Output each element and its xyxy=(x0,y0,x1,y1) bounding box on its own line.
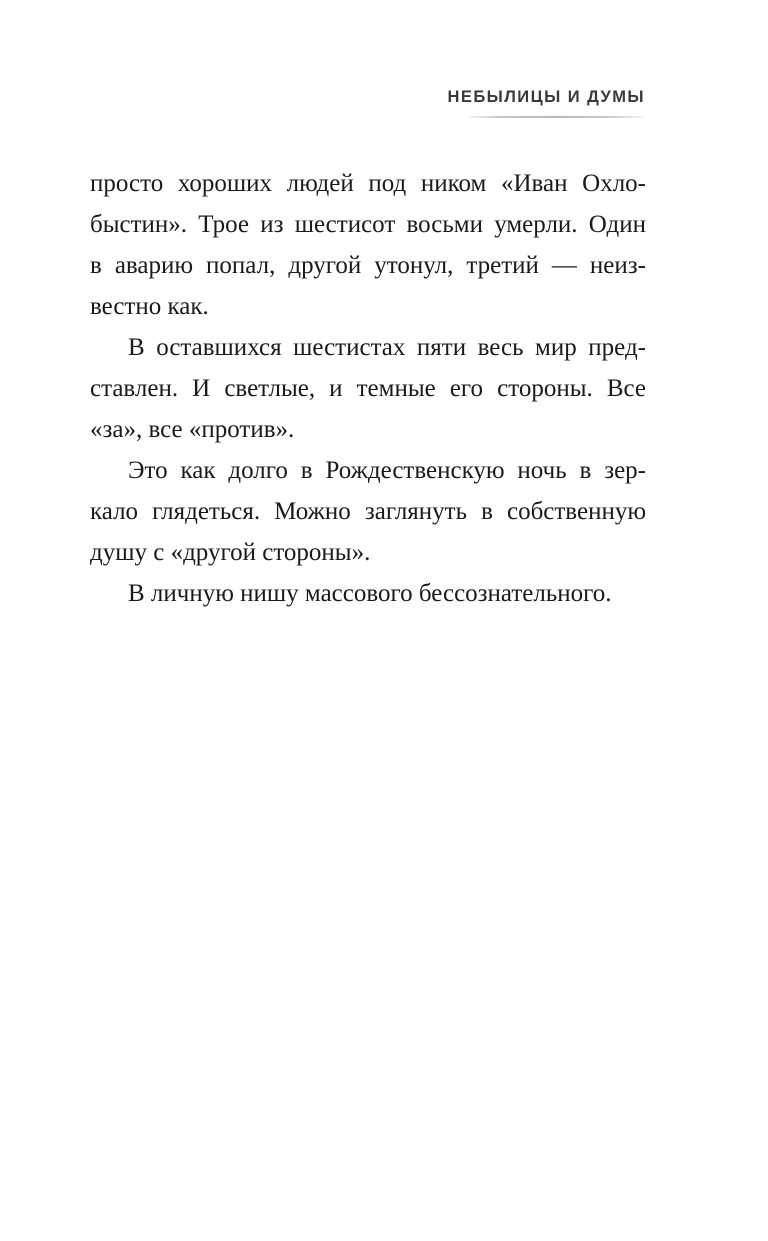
text-line: кало глядеться. Можно заглянуть в собственную xyxy=(90,498,646,525)
text-line: ставлен. И светлые, и темные его стороны. Все xyxy=(90,375,646,402)
text-line: В оставшихся шестистах пяти весь мир пред- xyxy=(128,334,646,361)
text-line: в аварию попал, другой утонул, третий — неиз- xyxy=(90,252,646,279)
paragraph xyxy=(90,163,646,327)
text-line: В личную нишу массового бессознательного. xyxy=(128,580,612,607)
paragraph xyxy=(90,327,646,450)
paragraph xyxy=(90,573,646,614)
text-line: вестно как. xyxy=(90,293,209,320)
text-line: Это как долго в Рождественскую ночь в зер- xyxy=(128,457,646,484)
page-header xyxy=(90,88,645,118)
text-line: быстин». Трое из шестисот восьми умерли. Один xyxy=(90,211,646,238)
header-divider-rule xyxy=(469,116,645,118)
text-line: просто хороших людей под ником «Иван Охло- xyxy=(90,170,646,197)
body-text xyxy=(90,163,646,614)
text-line: «за», все «против». xyxy=(90,416,295,443)
text-line: душу с «другой стороны». xyxy=(90,539,371,566)
paragraph xyxy=(90,450,646,573)
running-head: НЕБЫЛИЦЫ И ДУМЫ xyxy=(447,88,645,106)
